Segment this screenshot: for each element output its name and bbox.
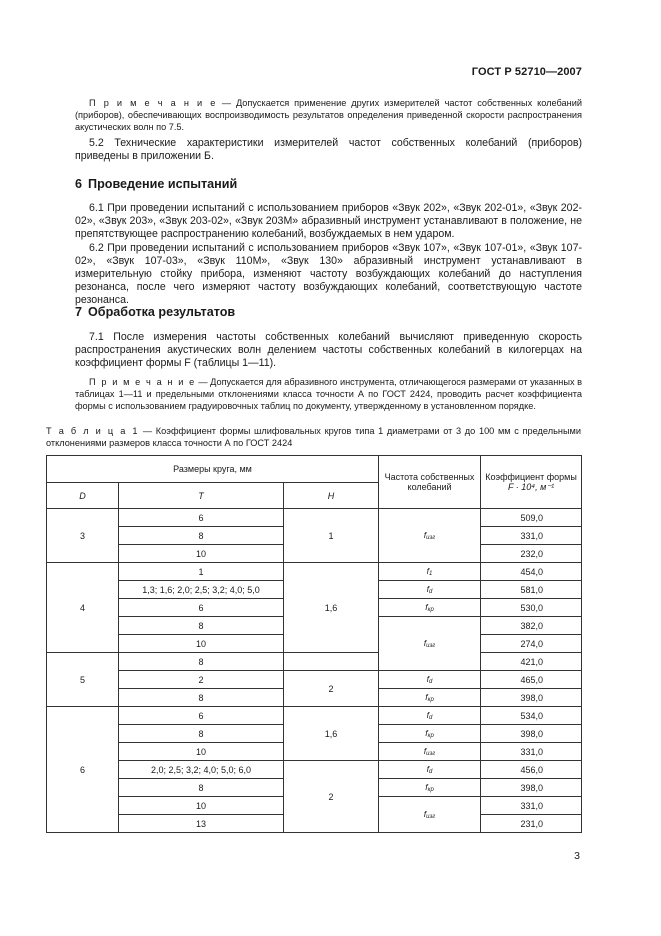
cell-h: 1,6 [284, 563, 379, 653]
cell-frequency: $f_{кр}$ [379, 725, 481, 743]
cell-t: 8 [119, 725, 284, 743]
page-number: 3 [574, 850, 580, 862]
note-text: — Допускается для абразивного инструмента, отличающегося размерами от указанных в таблицах 1—11 и предельными отклонениями класса точности А по ГОСТ 2424, проводить расчет коэффициента формы с использованием градуировочных таблиц по документу, утвержденному в установленном порядке. [75, 377, 582, 412]
table-row [47, 509, 582, 527]
cell-d: 6 [47, 707, 119, 833]
paragraph-6-2: 6.2 При проведении испытаний с использованием приборов «Звук 107», «Звук 107-01», «Звук 107-02», «Звук 107-03», «Звук 110М», «Звук 130» абразивный инструмент устанавливают в измерительную стойку прибора, изменяют частоту возбуждающих колебаний до наступления резонанса, после чего измеряют частоту возбуждающих колебаний, соответствующую частоте резонанса. [75, 241, 582, 307]
paragraph-5-2 [75, 137, 582, 163]
section-7-body [75, 331, 582, 371]
cell-coefficient: 231,0 [481, 815, 582, 833]
cell-t: 1,3; 1,6; 2,0; 2,5; 3,2; 4,0; 5,0 [119, 581, 284, 599]
cell-frequency: $f_{изг}$ [379, 797, 481, 833]
cell-frequency: $f_{кр}$ [379, 779, 481, 797]
header-t: T [119, 483, 284, 509]
cell-coefficient: 232,0 [481, 545, 582, 563]
cell-coefficient: 534,0 [481, 707, 582, 725]
cell-t: 10 [119, 635, 284, 653]
cell-frequency: $f_{изг}$ [379, 617, 481, 671]
cell-coefficient: 331,0 [481, 797, 582, 815]
section-title: Обработка результатов [88, 305, 236, 319]
table-row [47, 707, 582, 725]
cell-t: 8 [119, 653, 284, 671]
cell-coefficient: 331,0 [481, 527, 582, 545]
section-7-note [75, 376, 582, 412]
table-caption [46, 425, 581, 449]
note-text: — Допускается применение других измерителей частот собственных колебаний (приборов), обеспечивающих воспроизводимость результатов определения приведенной скорости распространения акустических волн по 7.5. [75, 98, 582, 133]
cell-coefficient: 509,0 [481, 509, 582, 527]
cell-coefficient: 398,0 [481, 725, 582, 743]
section-6-body [75, 202, 582, 308]
cell-t: 6 [119, 599, 284, 617]
cell-frequency: $f_d$ [379, 671, 481, 689]
cell-t: 10 [119, 545, 284, 563]
header-coefficient: Коэффициент формы F · 10⁴, м⁻¹ [481, 456, 582, 509]
section-6-heading [75, 177, 582, 191]
document-code: ГОСТ Р 52710—2007 [471, 66, 582, 78]
form-coefficient-table [46, 455, 582, 833]
cell-t: 2,0; 2,5; 3,2; 4,0; 5,0; 6,0 [119, 761, 284, 779]
cell-coefficient: 456,0 [481, 761, 582, 779]
section-number: 7 [75, 305, 83, 319]
cell-d: 5 [47, 653, 119, 707]
cell-frequency: $f_{кр}$ [379, 599, 481, 617]
table-caption-text: — Коэффициент формы шлифовальных кругов типа 1 диаметрами от 3 до 100 мм с предельными отклонениями размеров класса точности А по ГОСТ 2424 [46, 426, 581, 449]
cell-t: 10 [119, 743, 284, 761]
paragraph-7-1: 7.1 После измерения частоты собственных колебаний вычисляют приведенную скорость распространения акустических волн делением частоты собственных колебаний в килогерцах на коэффициент формы F (таблицы 1—11). [75, 331, 582, 370]
cell-coefficient: 274,0 [481, 635, 582, 653]
cell-t: 13 [119, 815, 284, 833]
section-7-heading [75, 305, 582, 319]
cell-coefficient: 382,0 [481, 617, 582, 635]
cell-frequency: $f_{изг}$ [379, 743, 481, 761]
table-row [47, 761, 582, 779]
header-frequency: Частота собственных колебаний [379, 456, 481, 509]
cell-h: 2 [284, 671, 379, 707]
header-h: H [284, 483, 379, 509]
cell-t: 8 [119, 779, 284, 797]
table-caption-label: Т а б л и ц а 1 [46, 426, 140, 436]
cell-frequency: $f_{изг}$ [379, 509, 481, 563]
header-d: D [47, 483, 119, 509]
cell-coefficient: 331,0 [481, 743, 582, 761]
cell-h [284, 653, 379, 671]
paragraph-5-2-text: 5.2 Технические характеристики измерителей частот собственных колебаний (приборов) приведены в приложении Б. [75, 137, 582, 163]
cell-coefficient: 465,0 [481, 671, 582, 689]
paragraph-6-1: 6.1 При проведении испытаний с использованием приборов «Звук 202», «Звук 202-01», «Звук 202-02», «Звук 203», «Звук 203-02», «Звук 203М» абразивный инструмент устанавливают в положение, не препятствующее распространению колебаний, возбуждаемых в нем ударом. [75, 202, 582, 241]
cell-coefficient: 530,0 [481, 599, 582, 617]
cell-d: 4 [47, 563, 119, 653]
table-row [47, 563, 582, 581]
cell-t: 8 [119, 617, 284, 635]
cell-h: 1 [284, 509, 379, 563]
cell-coefficient: 421,0 [481, 653, 582, 671]
cell-t: 2 [119, 671, 284, 689]
cell-frequency: $f_d$ [379, 581, 481, 599]
cell-t: 8 [119, 689, 284, 707]
table-row [47, 671, 582, 689]
cell-t: 8 [119, 527, 284, 545]
table-row [47, 653, 582, 671]
cell-frequency: $f_1$ [379, 563, 481, 581]
cell-h: 1,6 [284, 707, 379, 761]
cell-h: 2 [284, 761, 379, 833]
cell-t: 10 [119, 797, 284, 815]
note-label: П р и м е ч а н и е [89, 98, 217, 108]
cell-t: 6 [119, 509, 284, 527]
cell-frequency: $f_d$ [379, 761, 481, 779]
note-label: П р и м е ч а н и е [89, 377, 196, 387]
cell-coefficient: 581,0 [481, 581, 582, 599]
cell-frequency: $f_d$ [379, 707, 481, 725]
cell-t: 6 [119, 707, 284, 725]
section-title: Проведение испытаний [88, 177, 238, 191]
cell-coefficient: 454,0 [481, 563, 582, 581]
cell-frequency: $f_{кр}$ [379, 689, 481, 707]
cell-t: 1 [119, 563, 284, 581]
header-sizes: Размеры круга, мм [47, 456, 379, 483]
cell-coefficient: 398,0 [481, 779, 582, 797]
cell-d: 3 [47, 509, 119, 563]
cell-coefficient: 398,0 [481, 689, 582, 707]
section-number: 6 [75, 177, 83, 191]
top-note [75, 97, 582, 133]
